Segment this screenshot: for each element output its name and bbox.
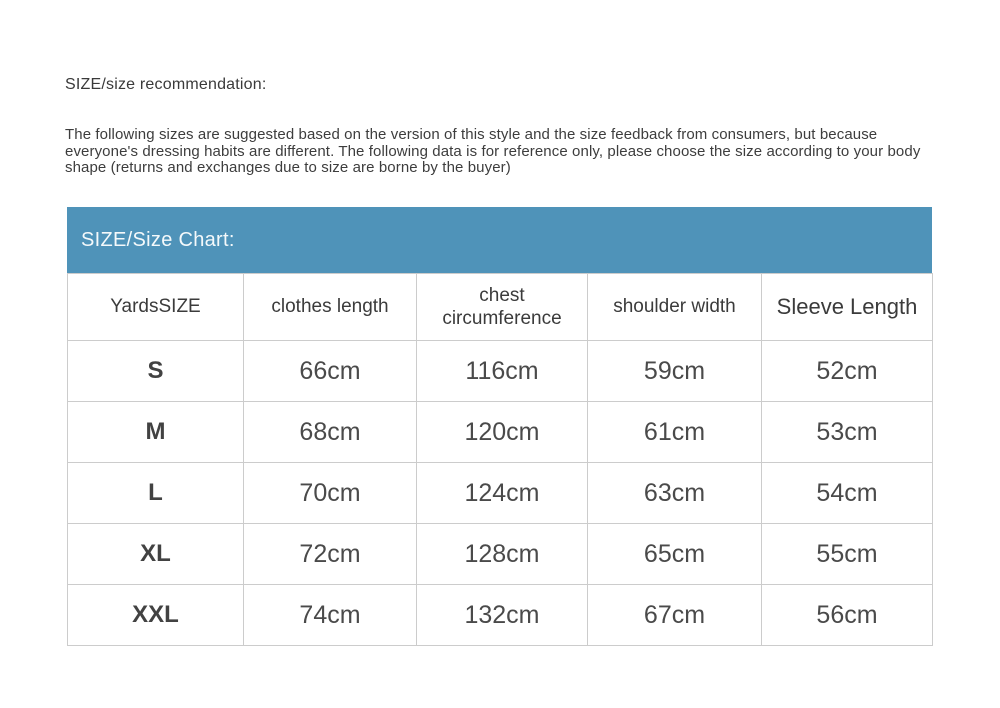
table-row-size-s (68, 341, 933, 402)
size-label-cell: M (68, 402, 244, 463)
sleeve-length-cell: 56cm (762, 585, 933, 646)
size-label-cell: XXL (68, 585, 244, 646)
size-recommendation-text: The following sizes are suggested based on the version of this style and the size feedback from consumers, but because everyone's dressing habits are different. The following data is for reference only, please choose the size according to your body shape (returns and exchanges due to size are borne by the buyer) (65, 126, 921, 176)
sleeve-length-cell: 53cm (762, 402, 933, 463)
shoulder-width-cell: 59cm (588, 341, 762, 402)
table-row-size-m (68, 402, 933, 463)
clothes-length-cell: 70cm (244, 463, 417, 524)
shoulder-width-cell: 65cm (588, 524, 762, 585)
clothes-length-cell: 68cm (244, 402, 417, 463)
shoulder-width-cell: 67cm (588, 585, 762, 646)
size-chart-title-bar (67, 207, 932, 273)
table-row-size-xxl (68, 585, 933, 646)
sleeve-length-cell: 54cm (762, 463, 933, 524)
page-title: SIZE/size recommendation: (65, 76, 267, 93)
clothes-length-cell: 72cm (244, 524, 417, 585)
size-table (67, 273, 933, 646)
shoulder-width-cell: 63cm (588, 463, 762, 524)
size-label-cell: XL (68, 524, 244, 585)
column-header-clothes-length: clothes length (244, 274, 417, 341)
sleeve-length-cell: 55cm (762, 524, 933, 585)
chest-circumference-cell: 116cm (417, 341, 588, 402)
table-row-size-l (68, 463, 933, 524)
size-table-header-row (68, 274, 933, 341)
size-label-cell: S (68, 341, 244, 402)
table-row-size-xl (68, 524, 933, 585)
chest-circumference-cell: 128cm (417, 524, 588, 585)
shoulder-width-cell: 61cm (588, 402, 762, 463)
chest-circumference-cell: 132cm (417, 585, 588, 646)
size-chart-title: SIZE/Size Chart: (81, 228, 235, 251)
column-header-shoulder-width: shoulder width (588, 274, 762, 341)
size-label-cell: L (68, 463, 244, 524)
column-header-chest-circumference (417, 274, 588, 341)
chest-circumference-cell: 124cm (417, 463, 588, 524)
chest-circumference-cell: 120cm (417, 402, 588, 463)
column-header-yards-size: YardsSIZE (68, 274, 244, 341)
clothes-length-cell: 74cm (244, 585, 417, 646)
sleeve-length-cell: 52cm (762, 341, 933, 402)
column-header-chest-circumference-label: chest circumference (442, 285, 562, 329)
clothes-length-cell: 66cm (244, 341, 417, 402)
column-header-sleeve-length: Sleeve Length (762, 274, 933, 341)
